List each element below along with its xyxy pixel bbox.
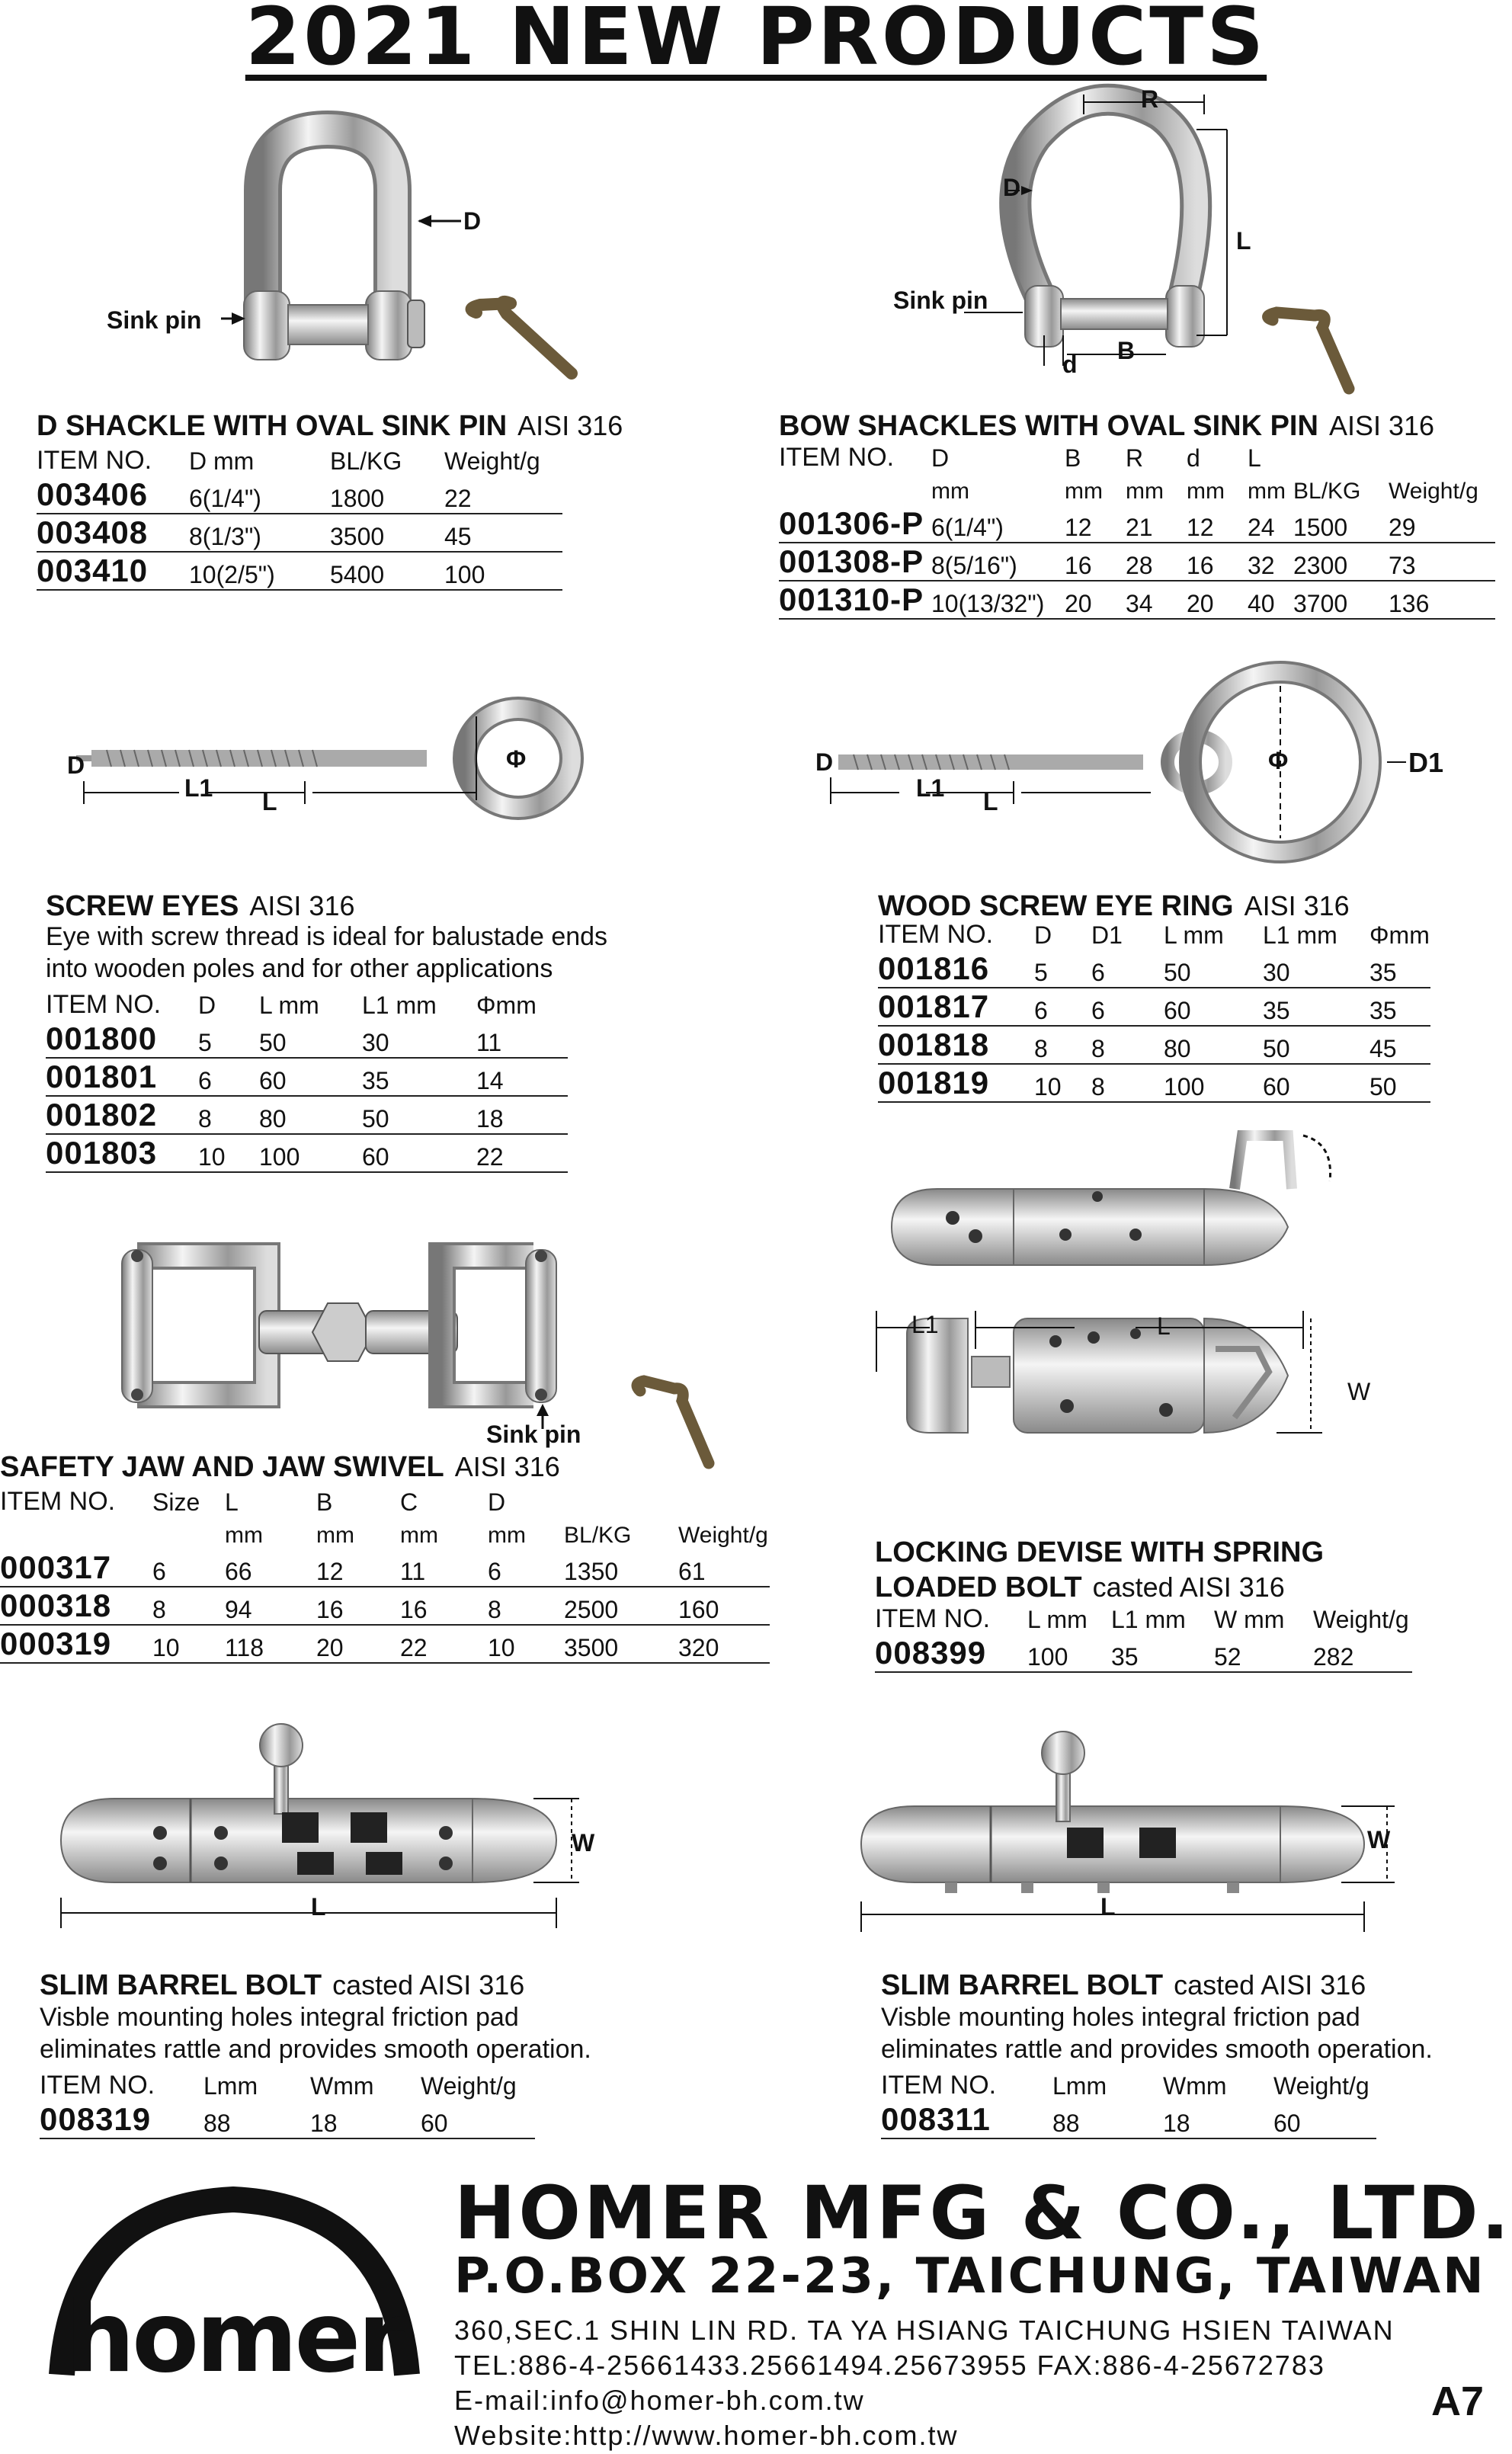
- table-cell: 60: [362, 1134, 476, 1172]
- screw-eyes-table: [46, 985, 568, 1173]
- table-cell: 21: [1126, 505, 1187, 543]
- table-cell: 60: [1164, 988, 1263, 1026]
- dim-label-d1-ring: D1: [1408, 747, 1444, 778]
- table-cell: 60: [1263, 1064, 1369, 1102]
- table-row: [881, 2100, 1376, 2138]
- table-cell: 10(13/32"): [931, 581, 1065, 619]
- table-row: [878, 988, 1430, 1026]
- table-cell: 6: [1034, 988, 1091, 1026]
- table-cell: 1500: [1293, 505, 1389, 543]
- column-header: D mm: [189, 447, 255, 475]
- table-cell: 6: [488, 1549, 564, 1587]
- table-row: [878, 1064, 1430, 1102]
- column-header: [0, 1517, 152, 1549]
- screw-eyes-desc-1: Eye with screw thread is ideal for balustade ends: [46, 922, 608, 951]
- table-cell: 8: [198, 1096, 259, 1134]
- table-row: [37, 514, 562, 552]
- table-cell: 6(1/4"): [931, 505, 1065, 543]
- table-cell: 14: [476, 1058, 568, 1096]
- table-header-row: [40, 2065, 535, 2100]
- dim-label-l-barrel-left: L: [311, 1893, 326, 1921]
- safety-jaw-image: [107, 1235, 732, 1437]
- column-header: ITEM NO.: [46, 990, 162, 1019]
- dim-label-w-barrel-left: W: [572, 1829, 595, 1857]
- item-number: 000318: [0, 1587, 152, 1625]
- item-number: 001816: [878, 950, 1034, 988]
- table-cell: 45: [444, 514, 562, 552]
- item-number: 001310-P: [779, 581, 931, 619]
- dim-label-l1-screw: L1: [184, 774, 213, 802]
- column-header: mm: [225, 1523, 263, 1548]
- table-row: [46, 1134, 568, 1172]
- banner-text: 2021 NEW PRODUCTS: [245, 0, 1267, 83]
- column-header: [564, 1482, 678, 1517]
- table-cell: 6: [198, 1058, 259, 1096]
- column-header: mm: [1126, 479, 1164, 504]
- dim-label-phi-ring: Φ: [1268, 747, 1289, 774]
- table-cell: 35: [1263, 988, 1369, 1026]
- dim-label-d-bow: D: [1003, 174, 1021, 201]
- bow-shackle-table: [779, 437, 1495, 620]
- dim-label-d: D: [463, 207, 482, 235]
- table-cell: 3700: [1293, 581, 1389, 619]
- table-cell: 50: [1369, 1064, 1430, 1102]
- slim-barrel-right-alloy: casted AISI 316: [1174, 1969, 1366, 2001]
- table-cell: 30: [362, 1020, 476, 1058]
- table-cell: 11: [400, 1549, 488, 1587]
- sink-pin-label: Sink pin: [107, 306, 202, 334]
- table-cell: 80: [1164, 1026, 1263, 1064]
- dim-label-w-barrel-right: W: [1367, 1826, 1391, 1853]
- column-header: R: [1126, 444, 1144, 472]
- table-row: [46, 1020, 568, 1058]
- table-header-row: [46, 985, 568, 1020]
- column-header: B: [1065, 444, 1081, 472]
- column-header: Φmm: [1369, 921, 1430, 949]
- item-number: 001800: [46, 1020, 198, 1058]
- table-cell: 60: [421, 2100, 535, 2138]
- table-cell: 8: [1034, 1026, 1091, 1064]
- table-cell: 10(2/5"): [189, 552, 330, 590]
- item-number: 001817: [878, 988, 1034, 1026]
- slim-barrel-right-desc-1: Visble mounting holes integral friction pad: [881, 2003, 1360, 2032]
- table-cell: 22: [444, 476, 562, 514]
- table-cell: 100: [1027, 1634, 1111, 1672]
- dim-label-l1-lock: L1: [911, 1311, 939, 1338]
- column-header: Wmm: [1163, 2072, 1227, 2100]
- d-shackle-alloy: AISI 316: [517, 410, 623, 441]
- column-header: ITEM NO.: [878, 920, 994, 949]
- column-header: mm: [1065, 479, 1103, 504]
- slim-barrel-right-title: [881, 1969, 1366, 2003]
- table-cell: 16: [1065, 543, 1126, 581]
- table-row: [46, 1058, 568, 1096]
- table-row: [878, 1026, 1430, 1064]
- column-header: mm: [931, 479, 969, 504]
- homer-logo: [43, 2184, 424, 2398]
- column-header: mm: [1248, 479, 1286, 504]
- table-row: [779, 581, 1495, 619]
- table-cell: 100: [444, 552, 562, 590]
- table-cell: 35: [1369, 988, 1430, 1026]
- table-cell: 2500: [564, 1587, 678, 1625]
- table-cell: 20: [1187, 581, 1248, 619]
- dim-label-l-screw: L: [262, 788, 277, 815]
- item-number: 001818: [878, 1026, 1034, 1064]
- slim-barrel-left-alloy: casted AISI 316: [332, 1969, 525, 2001]
- column-header: Lmm: [1052, 2072, 1107, 2100]
- locking-devise-title-1: LOCKING DEVISE WITH SPRING: [875, 1536, 1325, 1568]
- table-cell: 28: [1126, 543, 1187, 581]
- wood-screw-eye-ring-table: [878, 915, 1430, 1103]
- dim-label-d-screw: D: [67, 751, 85, 779]
- table-cell: 12: [1065, 505, 1126, 543]
- slim-barrel-right-table: [881, 2065, 1376, 2139]
- table-cell: 20: [316, 1625, 400, 1663]
- column-header: mm: [1187, 479, 1225, 504]
- table-cell: 35: [1369, 950, 1430, 988]
- table-cell: 66: [225, 1549, 316, 1587]
- table-cell: 16: [400, 1587, 488, 1625]
- table-cell: 60: [259, 1058, 362, 1096]
- d-shackle-title: [37, 410, 623, 444]
- table-cell: 10: [152, 1625, 225, 1663]
- table-row: [0, 1587, 770, 1625]
- table-cell: 24: [1248, 505, 1293, 543]
- table-cell: 1350: [564, 1549, 678, 1587]
- dim-label-d-ring: D: [815, 748, 834, 776]
- table-cell: 50: [259, 1020, 362, 1058]
- table-row: [878, 950, 1430, 988]
- table-cell: 18: [476, 1096, 568, 1134]
- table-row: [779, 505, 1495, 543]
- column-header: [779, 473, 931, 505]
- dim-label-w-lock: W: [1347, 1378, 1371, 1405]
- table-cell: 35: [1111, 1634, 1214, 1672]
- column-header: ITEM NO.: [875, 1604, 991, 1633]
- table-header-row: [0, 1482, 770, 1517]
- table-cell: 73: [1389, 543, 1495, 581]
- column-header: ITEM NO.: [0, 1487, 116, 1516]
- column-header: Weight/g: [444, 447, 540, 475]
- table-cell: 5: [1034, 950, 1091, 988]
- table-cell: 40: [1248, 581, 1293, 619]
- slim-barrel-left-table: [40, 2065, 535, 2139]
- column-header: Φmm: [476, 992, 537, 1019]
- item-number: 008311: [881, 2100, 1052, 2138]
- column-header: W mm: [1214, 1606, 1285, 1633]
- item-number: 003410: [37, 552, 189, 590]
- table-cell: 320: [678, 1625, 770, 1663]
- table-cell: 10: [198, 1134, 259, 1172]
- bow-shackle-alloy: AISI 316: [1328, 410, 1435, 441]
- column-header: [1389, 437, 1495, 473]
- d-shackle-table: [37, 441, 562, 591]
- locking-devise-alloy: casted AISI 316: [1092, 1571, 1285, 1603]
- locking-devise-image: [876, 1128, 1379, 1528]
- slim-barrel-left-name: SLIM BARREL BOLT: [40, 1969, 322, 2001]
- table-row: [46, 1096, 568, 1134]
- table-cell: 12: [316, 1549, 400, 1587]
- slim-barrel-left-image: [53, 1722, 602, 1955]
- dim-label-l-lock: L: [1157, 1312, 1171, 1340]
- item-number: 001308-P: [779, 543, 931, 581]
- table-header-row: [881, 2065, 1376, 2100]
- sink-pin-label-bow: Sink pin: [893, 287, 988, 314]
- column-header: [678, 1482, 770, 1517]
- column-header: Weight/g: [1273, 2072, 1369, 2100]
- column-header: Weight/g: [421, 2072, 517, 2100]
- table-unit-row: [779, 473, 1495, 505]
- item-number: 003406: [37, 476, 189, 514]
- table-row: [37, 476, 562, 514]
- item-number: 008399: [875, 1634, 1027, 1672]
- table-cell: 6: [152, 1549, 225, 1587]
- dim-label-l-ring: L: [983, 788, 998, 815]
- safety-jaw-name: SAFETY JAW AND JAW SWIVEL: [0, 1451, 444, 1483]
- column-header: L1 mm: [1111, 1606, 1186, 1633]
- column-header: mm: [316, 1523, 354, 1548]
- column-header: BL/KG: [1293, 479, 1361, 504]
- table-cell: 1800: [330, 476, 444, 514]
- column-header: Lmm: [203, 2072, 258, 2100]
- item-number: 003408: [37, 514, 189, 552]
- table-cell: 34: [1126, 581, 1187, 619]
- wood-screw-eye-ring-name: WOOD SCREW EYE RING: [878, 890, 1234, 922]
- locking-devise-table: [875, 1599, 1412, 1673]
- wood-screw-eye-ring-image: [808, 655, 1433, 873]
- screw-eyes-title: [46, 890, 354, 924]
- column-header: D: [488, 1488, 506, 1516]
- screw-eye-image: [61, 686, 610, 819]
- table-cell: 136: [1389, 581, 1495, 619]
- table-cell: 50: [1164, 950, 1263, 988]
- table-cell: 22: [476, 1134, 568, 1172]
- column-header: L1 mm: [362, 992, 437, 1019]
- table-cell: 94: [225, 1587, 316, 1625]
- item-number: 000319: [0, 1625, 152, 1663]
- item-number: 001801: [46, 1058, 198, 1096]
- column-header: Weight/g: [1389, 479, 1478, 504]
- slim-barrel-left-desc-1: Visble mounting holes integral friction pad: [40, 2003, 519, 2032]
- table-cell: 2300: [1293, 543, 1389, 581]
- table-cell: 29: [1389, 505, 1495, 543]
- table-row: [0, 1625, 770, 1663]
- table-cell: 5400: [330, 552, 444, 590]
- page-banner: [0, 0, 1512, 83]
- column-header: ITEM NO.: [40, 2071, 155, 2100]
- table-cell: 32: [1248, 543, 1293, 581]
- column-header: C: [400, 1488, 418, 1516]
- column-header: [1293, 437, 1389, 473]
- table-cell: 30: [1263, 950, 1369, 988]
- table-cell: 3500: [564, 1625, 678, 1663]
- column-header: ITEM NO.: [779, 443, 895, 472]
- safety-jaw-title: [0, 1451, 560, 1485]
- slim-barrel-left-desc-2: eliminates rattle and provides smooth operation.: [40, 2035, 591, 2064]
- item-number: 001803: [46, 1134, 198, 1172]
- table-cell: 3500: [330, 514, 444, 552]
- table-cell: 18: [1163, 2100, 1273, 2138]
- column-header: L mm: [1027, 1606, 1088, 1633]
- column-header: mm: [488, 1523, 526, 1548]
- column-header: Weight/g: [678, 1523, 768, 1548]
- table-cell: 50: [1263, 1026, 1369, 1064]
- table-cell: 118: [225, 1625, 316, 1663]
- table-cell: 16: [1187, 543, 1248, 581]
- table-cell: 8: [152, 1587, 225, 1625]
- column-header: ITEM NO.: [881, 2071, 997, 2100]
- table-header-row: [875, 1599, 1412, 1634]
- table-row: [779, 543, 1495, 581]
- bow-shackle-name: BOW SHACKLES WITH OVAL SINK PIN: [779, 410, 1318, 442]
- company-address: 360,SEC.1 SHIN LIN RD. TA YA HSIANG TAICHUNG HSIEN TAIWAN: [454, 2315, 1395, 2346]
- column-header: [152, 1517, 225, 1549]
- page-number: A7: [1431, 2379, 1485, 2424]
- column-header: D: [198, 992, 216, 1019]
- table-cell: 88: [203, 2100, 310, 2138]
- company-phone: TEL:886-4-25661433.25661494.25673955 FAX:886-4-25672783: [454, 2350, 1325, 2381]
- table-cell: 100: [259, 1134, 362, 1172]
- table-cell: 16: [316, 1587, 400, 1625]
- locking-devise-name: LOADED BOLT: [875, 1571, 1082, 1603]
- screw-eyes-name: SCREW EYES: [46, 890, 239, 922]
- safety-jaw-alloy: AISI 316: [454, 1451, 560, 1482]
- table-row: [0, 1549, 770, 1587]
- column-header: d: [1187, 444, 1200, 472]
- table-cell: 22: [400, 1625, 488, 1663]
- table-header-row: [779, 437, 1495, 473]
- column-header: Size: [152, 1488, 200, 1516]
- item-number: 001306-P: [779, 505, 931, 543]
- column-header: L mm: [1164, 921, 1224, 949]
- dim-label-r: R: [1141, 85, 1159, 113]
- table-cell: 282: [1313, 1634, 1412, 1672]
- wood-screw-eye-ring-alloy: AISI 316: [1244, 890, 1350, 921]
- d-shackle-image: [99, 122, 633, 400]
- logo-text: homer: [66, 2281, 403, 2395]
- d-shackle-name: D SHACKLE WITH OVAL SINK PIN: [37, 410, 508, 442]
- table-cell: 50: [362, 1096, 476, 1134]
- table-cell: 12: [1187, 505, 1248, 543]
- column-header: D: [1034, 921, 1052, 949]
- table-cell: 6: [1091, 988, 1164, 1026]
- slim-barrel-right-desc-2: eliminates rattle and provides smooth operation.: [881, 2035, 1433, 2064]
- company-pobox: P.O.BOX 22-23, TAICHUNG, TAIWAN: [454, 2248, 1486, 2305]
- table-cell: 5: [198, 1020, 259, 1058]
- table-cell: 60: [1273, 2100, 1376, 2138]
- dim-label-l-bow: L: [1236, 227, 1251, 255]
- item-number: 008319: [40, 2100, 203, 2138]
- column-header: Weight/g: [1313, 1606, 1409, 1633]
- column-header: L: [225, 1488, 239, 1516]
- table-cell: 11: [476, 1020, 568, 1058]
- column-header: Wmm: [310, 2072, 374, 2100]
- column-header: D: [931, 444, 950, 472]
- table-cell: 8: [1091, 1064, 1164, 1102]
- table-row: [875, 1634, 1412, 1672]
- safety-jaw-table: [0, 1482, 770, 1664]
- table-cell: 20: [1065, 581, 1126, 619]
- table-cell: 35: [362, 1058, 476, 1096]
- dim-label-phi-screw: Φ: [506, 745, 527, 773]
- column-header: ITEM NO.: [37, 446, 152, 475]
- table-cell: 160: [678, 1587, 770, 1625]
- company-name: HOMER MFG & CO., LTD.: [454, 2170, 1512, 2256]
- screw-eyes-alloy: AISI 316: [249, 890, 355, 921]
- dim-label-small-d: d: [1062, 351, 1078, 378]
- item-number: 001819: [878, 1064, 1034, 1102]
- slim-barrel-right-name: SLIM BARREL BOLT: [881, 1969, 1164, 2001]
- slim-barrel-right-image: [846, 1722, 1425, 1955]
- dim-label-l1-ring: L1: [916, 774, 945, 802]
- table-row: [40, 2100, 535, 2138]
- table-cell: 88: [1052, 2100, 1163, 2138]
- table-cell: 8: [488, 1587, 564, 1625]
- table-cell: 100: [1164, 1064, 1263, 1102]
- slim-barrel-left-title: [40, 1969, 524, 2003]
- column-header: BL/KG: [564, 1523, 632, 1548]
- table-cell: 18: [310, 2100, 421, 2138]
- table-cell: 8: [1091, 1026, 1164, 1064]
- table-cell: 6: [1091, 950, 1164, 988]
- table-cell: 10: [488, 1625, 564, 1663]
- table-cell: 61: [678, 1549, 770, 1587]
- table-row: [37, 552, 562, 590]
- column-header: B: [316, 1488, 333, 1516]
- table-cell: 8(5/16"): [931, 543, 1065, 581]
- column-header: L1 mm: [1263, 921, 1337, 949]
- sink-pin-label-jaw: Sink pin: [486, 1421, 581, 1448]
- column-header: L: [1248, 444, 1261, 472]
- table-cell: 52: [1214, 1634, 1313, 1672]
- dim-label-b: B: [1117, 337, 1136, 364]
- table-header-row: [878, 915, 1430, 950]
- bow-shackle-image: [892, 84, 1395, 392]
- item-number: 001802: [46, 1096, 198, 1134]
- table-unit-row: [0, 1517, 770, 1549]
- dim-label-l-barrel-right: L: [1100, 1893, 1116, 1921]
- table-cell: 6(1/4"): [189, 476, 330, 514]
- table-header-row: [37, 441, 562, 476]
- column-header: BL/KG: [330, 447, 402, 475]
- table-cell: 45: [1369, 1026, 1430, 1064]
- table-cell: 10: [1034, 1064, 1091, 1102]
- item-number: 000317: [0, 1549, 152, 1587]
- screw-eyes-desc-2: into wooden poles and for other applications: [46, 954, 553, 983]
- table-cell: 8(1/3"): [189, 514, 330, 552]
- column-header: D1: [1091, 921, 1123, 949]
- company-website[interactable]: Website:http://www.homer-bh.com.tw: [454, 2420, 959, 2451]
- column-header: L mm: [259, 992, 319, 1019]
- column-header: mm: [400, 1523, 438, 1548]
- table-cell: 80: [259, 1096, 362, 1134]
- company-email[interactable]: E-mail:info@homer-bh.com.tw: [454, 2385, 865, 2416]
